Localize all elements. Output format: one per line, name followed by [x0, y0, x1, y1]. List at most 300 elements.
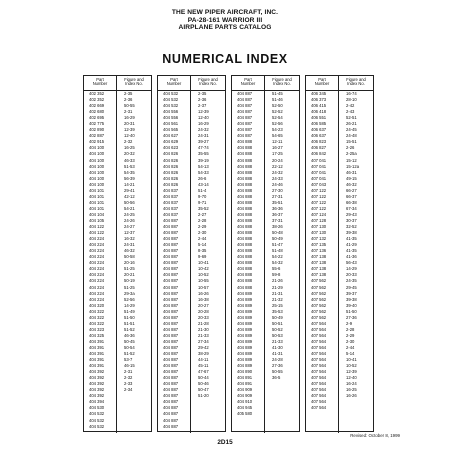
figure-index: 20-32 [124, 151, 135, 157]
part-number: 404 887 [237, 127, 253, 133]
figure-index-header: Figure and Index No. [346, 77, 366, 87]
figure-index: 56-39 [124, 175, 135, 181]
figure-index: 51-46 [272, 97, 283, 103]
figure-index: 46-31 [346, 169, 357, 175]
figure-index: 28-10 [346, 97, 357, 103]
figure-index: 2-43 [346, 109, 355, 115]
part-number: 405 580 [237, 411, 253, 417]
part-number: 407 043 [311, 181, 327, 187]
figure-index: 10-52 [346, 363, 357, 369]
figure-index: 12-39 [124, 127, 135, 133]
table-body [232, 91, 299, 433]
figure-index: 16-24 [346, 381, 357, 387]
part-number: 406 637 [311, 127, 327, 133]
part-number: 404 837 [163, 199, 179, 205]
figure-index: 24-48 [346, 133, 357, 139]
figure-index: 38-26 [272, 224, 283, 230]
index-tables [83, 75, 373, 435]
figure-index: 38-29 [198, 351, 209, 357]
part-number: 404 394 [89, 399, 105, 405]
part-number: 404 887 [163, 332, 179, 338]
figure-index: 66-37 [346, 193, 357, 199]
part-number: 407 562 [311, 278, 327, 284]
figure-index: 29-43 [346, 211, 357, 217]
part-number: 404 392 [89, 393, 105, 399]
figure-index-header: Figure and Index No. [272, 77, 292, 87]
figure-index: 59-8 [272, 272, 281, 278]
part-number: 404 887 [163, 411, 179, 417]
figure-index: 2-26 [346, 145, 355, 151]
figure-index: 37-31 [272, 217, 283, 223]
part-number: 407 136 [311, 248, 327, 254]
part-number: 404 224 [89, 266, 105, 272]
part-number: 404 888 [237, 248, 253, 254]
figure-index: 24-32 [198, 127, 209, 133]
figure-index: 41-30 [272, 344, 283, 350]
table-body [158, 91, 225, 433]
part-number: 404 837 [163, 187, 179, 193]
part-number: 404 887 [163, 399, 179, 405]
figure-index: 2-44 [198, 236, 207, 242]
figure-index: 41-29 [346, 242, 357, 248]
part-number: 404 837 [163, 193, 179, 199]
figure-index: 9-70 [198, 193, 207, 199]
figure-index: 36-36 [272, 205, 283, 211]
part-number: 406 637 [311, 133, 327, 139]
figure-index: 27-36 [272, 363, 283, 369]
part-number: 406 418 [311, 109, 327, 115]
figure-index: 21-30 [198, 326, 209, 332]
figure-index: 27-34 [198, 338, 209, 344]
part-number: 404 887 [163, 369, 179, 375]
figure-index: 20-31 [124, 121, 135, 127]
figure-index: 50-48 [272, 230, 283, 236]
figure-index: 54-13 [198, 163, 209, 169]
figure-index: 20-33 [198, 314, 209, 320]
figure-index: 12-40 [124, 133, 135, 139]
figure-index: 24-27 [124, 224, 135, 230]
figure-index: 10-41 [346, 357, 357, 363]
part-number: 404 889 [237, 314, 253, 320]
part-number: 404 888 [237, 211, 253, 217]
figure-index: 12-40 [198, 115, 209, 121]
figure-index: 27-31 [272, 193, 283, 199]
part-number: 404 888 [237, 217, 253, 223]
figure-index: 2-31 [124, 369, 133, 375]
part-number: 404 224 [89, 236, 105, 242]
figure-index: 12-11 [272, 139, 283, 145]
part-number: 407 130 [311, 230, 327, 236]
figure-index: 67-34 [346, 205, 357, 211]
figure-index: 2-29 [198, 224, 207, 230]
part-number: 404 887 [163, 224, 179, 230]
part-number: 404 224 [89, 254, 105, 260]
part-number: 404 101 [89, 205, 105, 211]
figure-index: 52-52 [272, 109, 283, 115]
figure-index: 10-52 [198, 272, 209, 278]
figure-index: 52-50 [272, 103, 283, 109]
part-number: 404 561 [163, 121, 179, 127]
figure-index-column [191, 91, 225, 433]
figure-index: 27-36 [346, 314, 357, 320]
figure-index: 9-71 [198, 199, 207, 205]
part-number: 404 887 [163, 393, 179, 399]
part-number: 404 888 [237, 236, 253, 242]
part-number: 407 564 [311, 369, 327, 375]
part-number: 404 104 [89, 211, 105, 217]
part-number-header: Part Number [84, 76, 117, 90]
part-number: 404 623 [163, 145, 179, 151]
figure-index: 2-44 [346, 344, 355, 350]
figure-index: 16-26 [346, 393, 357, 399]
part-number: 404 887 [163, 417, 179, 423]
part-number: 404 322 [89, 320, 105, 326]
figure-index: 50-54 [124, 344, 135, 350]
part-number: 404 887 [163, 314, 179, 320]
figure-index: 46-36 [124, 332, 135, 338]
part-number: 404 887 [237, 121, 253, 127]
figure-index: 54-65 [272, 133, 283, 139]
part-number: 406 345 [311, 91, 327, 96]
part-number: 404 837 [163, 211, 179, 217]
part-number: 407 564 [311, 399, 327, 405]
figure-index: 53-7 [124, 357, 133, 363]
figure-index: 12-40 [346, 375, 357, 381]
part-number: 404 224 [89, 296, 105, 302]
figure-index: 10-57 [198, 284, 209, 290]
figure-index-column [117, 91, 151, 433]
part-number: 407 562 [311, 314, 327, 320]
figure-index: 41-36 [346, 254, 357, 260]
part-number: 404 887 [163, 405, 179, 411]
part-number: 402 890 [89, 127, 105, 133]
part-number-column [158, 91, 191, 433]
figure-index: 50-45 [124, 338, 135, 344]
part-number: 407 122 [311, 193, 327, 199]
figure-index: 10-42 [198, 266, 209, 272]
part-number: 406 373 [311, 97, 327, 103]
figure-index: 24-32 [272, 169, 283, 175]
part-number: 404 391 [89, 357, 105, 363]
part-number: 404 826 [163, 163, 179, 169]
figure-index: 2-27 [198, 211, 207, 217]
figure-index: 39-40 [346, 302, 357, 308]
part-number: 404 887 [163, 278, 179, 284]
figure-index: 2-30 [346, 338, 355, 344]
figure-index: 66-27 [346, 187, 357, 193]
part-number: 404 100 [89, 151, 105, 157]
figure-index: 15-12 [346, 157, 357, 163]
figure-index: 2-35 [124, 91, 133, 96]
part-number: 404 101 [89, 193, 105, 199]
figure-index-header: Figure and Index No. [124, 77, 144, 87]
figure-index: 20-21 [124, 272, 135, 278]
part-number: 404 887 [237, 103, 253, 109]
figure-index: 35-51 [272, 199, 283, 205]
figure-index: 54-21 [124, 205, 135, 211]
figure-index: 29-45 [346, 284, 357, 290]
figure-index: 50-47 [198, 387, 209, 393]
part-number: 407 041 [311, 169, 327, 175]
part-number: 404 887 [163, 338, 179, 344]
part-number: 404 101 [89, 199, 105, 205]
part-number: 404 391 [89, 338, 105, 344]
part-number: 404 888 [237, 187, 253, 193]
figure-index: 50-55 [272, 369, 283, 375]
part-number: 404 889 [237, 326, 253, 332]
part-number: 407 138 [311, 266, 327, 272]
part-number: 404 887 [163, 387, 179, 393]
part-number-column [306, 91, 339, 433]
part-number: 404 887 [237, 97, 253, 103]
figure-index: 16-25 [124, 145, 135, 151]
figure-index: 20-28 [198, 308, 209, 314]
figure-index: 50-56 [124, 199, 135, 205]
part-number: 404 100 [89, 181, 105, 187]
figure-index: 50-19 [124, 278, 135, 284]
part-number: 404 826 [163, 181, 179, 187]
figure-index: 56-43 [346, 260, 357, 266]
part-number: 404 888 [237, 193, 253, 199]
part-number: 407 564 [311, 357, 327, 363]
part-number: 404 392 [89, 369, 105, 375]
part-number: 402 775 [89, 121, 105, 127]
part-number: 404 887 [163, 242, 179, 248]
figure-index: 49-15 [346, 175, 357, 181]
figure-index: 2-30 [198, 230, 207, 236]
part-number: 404 323 [89, 326, 105, 332]
table-body [84, 91, 151, 433]
part-number: 406 415 [311, 103, 327, 109]
part-number: 407 564 [311, 344, 327, 350]
figure-index: 52-54 [272, 115, 283, 121]
part-number: 404 888 [237, 272, 253, 278]
figure-index: 24-46 [272, 181, 283, 187]
figure-index: 41-31 [272, 351, 283, 357]
part-number: 404 887 [163, 236, 179, 242]
figure-index: 50-52 [272, 326, 283, 332]
figure-index: 46-32 [346, 181, 357, 187]
part-number: 407 562 [311, 302, 327, 308]
figure-index: 43-14 [198, 181, 209, 187]
part-number: 404 887 [163, 302, 179, 308]
index-table [157, 75, 226, 432]
part-number: 404 888 [237, 181, 253, 187]
part-number: 404 888 [237, 230, 253, 236]
figure-index: 47-67 [198, 369, 209, 375]
part-number: 404 887 [163, 290, 179, 296]
figure-index: 22-12 [272, 163, 283, 169]
part-number: 404 887 [163, 326, 179, 332]
figure-index: 2-36 [124, 97, 133, 103]
figure-index: 2-34 [124, 387, 133, 393]
figure-index: 24-28 [272, 357, 283, 363]
part-number: 404 887 [163, 308, 179, 314]
figure-index: 50-58 [124, 254, 135, 260]
part-number: 404 391 [89, 363, 105, 369]
part-number: 404 887 [237, 91, 253, 96]
part-number: 404 889 [237, 363, 253, 369]
part-number: 404 224 [89, 242, 105, 248]
figure-index: 16-29 [124, 115, 135, 121]
part-number: 402 695 [89, 115, 105, 121]
figure-index-column [265, 91, 299, 433]
aircraft-model: PA-28-161 WARRIOR III [187, 16, 263, 24]
part-number: 404 887 [163, 230, 179, 236]
figure-index: 21-31 [272, 290, 283, 296]
part-number: 402 669 [89, 103, 105, 109]
figure-index: 52-51 [346, 115, 357, 121]
part-number: 402 352 [89, 97, 105, 103]
part-number: 404 122 [89, 224, 105, 230]
part-number: 404 532 [89, 423, 105, 429]
figure-index: 41-35 [346, 236, 357, 242]
part-number: 407 122 [311, 205, 327, 211]
figure-index: 15-12a [346, 163, 360, 169]
figure-index: 51-49 [124, 308, 135, 314]
figure-index: 16-29 [198, 121, 209, 127]
figure-index: 5-14 [346, 351, 355, 357]
part-number: 407 562 [311, 284, 327, 290]
part-number: 407 128 [311, 217, 327, 223]
part-number: 404 224 [89, 248, 105, 254]
figure-index: 16-25 [346, 387, 357, 393]
figure-index: 52-56 [124, 296, 135, 302]
part-number: 404 392 [89, 381, 105, 387]
part-number: 407 564 [311, 338, 327, 344]
revised-date: Revised: October 8, 1999 [350, 433, 400, 438]
figure-index: 39-37 [346, 290, 357, 296]
part-number: 404 887 [163, 284, 179, 290]
figure-index: 50-55 [124, 103, 135, 109]
figure-index: 46-15 [124, 363, 135, 369]
figure-index: 51-4 [198, 187, 207, 193]
part-number: 407 564 [311, 405, 327, 411]
part-number: 404 890 [237, 369, 253, 375]
figure-index: 51-20 [198, 393, 209, 399]
figure-index: 26-6 [198, 175, 207, 181]
part-number: 404 100 [89, 163, 105, 169]
figure-index: 39-38 [346, 296, 357, 302]
part-number: 404 888 [237, 175, 253, 181]
part-number: 402 887 [89, 133, 105, 139]
figure-index: 54-33 [198, 169, 209, 175]
part-number: 404 909 [237, 387, 253, 393]
figure-index: 20-33 [346, 272, 357, 278]
part-number: 404 101 [89, 187, 105, 193]
part-number: 404 532 [89, 417, 105, 423]
part-number: 404 887 [163, 217, 179, 223]
figure-index: 51-51 [124, 320, 135, 326]
figure-index: 12-37 [124, 230, 135, 236]
part-number: 407 138 [311, 254, 327, 260]
part-number: 406 551 [311, 115, 327, 121]
part-number: 404 887 [163, 357, 179, 363]
part-number: 407 562 [311, 290, 327, 296]
part-number: 407 135 [311, 242, 327, 248]
figure-index: 39-38 [346, 230, 357, 236]
part-number-header: Part Number [306, 76, 339, 90]
figure-index: 24-31 [198, 133, 209, 139]
part-number: 404 888 [237, 205, 253, 211]
figure-index: 51-50 [124, 314, 135, 320]
figure-index: 36-37 [272, 211, 283, 217]
part-number: 407 122 [311, 187, 327, 193]
part-number: 407 041 [311, 163, 327, 169]
catalog-title: AIRPLANE PARTS CATALOG [178, 24, 272, 32]
figure-index: 50-44 [198, 375, 209, 381]
part-number: 404 100 [89, 175, 105, 181]
figure-index: 21-29 [272, 284, 283, 290]
part-number: 407 564 [311, 320, 327, 326]
figure-index: 52-56 [272, 121, 283, 127]
part-number: 404 826 [163, 157, 179, 163]
part-number: 404 224 [89, 272, 105, 278]
figure-index: 44-11 [198, 357, 209, 363]
figure-index: 20-24 [272, 157, 283, 163]
part-number: 404 888 [237, 163, 253, 169]
part-number: 407 132 [311, 236, 327, 242]
figure-index: 42-12 [124, 193, 135, 199]
part-number: 404 105 [89, 217, 105, 223]
figure-index: 35-55 [198, 151, 209, 157]
part-number: 404 888 [237, 139, 253, 145]
figure-index: 51-48 [272, 248, 283, 254]
part-number: 404 391 [89, 344, 105, 350]
figure-index: 15-51 [346, 139, 357, 145]
part-number: 404 530 [89, 405, 105, 411]
part-number: 404 887 [163, 272, 179, 278]
figure-index: 21-32 [272, 296, 283, 302]
figure-index: 8-35 [198, 248, 207, 254]
part-number: 404 100 [89, 145, 105, 151]
part-number: 406 842 [311, 151, 327, 157]
figure-index: 2-31 [124, 109, 133, 115]
figure-index: 17-25 [272, 151, 283, 157]
part-number: 404 888 [237, 169, 253, 175]
figure-index: 9-69 [198, 254, 207, 260]
part-number: 404 887 [237, 115, 253, 121]
figure-index: 2-33 [124, 381, 133, 387]
figure-index: 36-5 [272, 375, 281, 381]
part-number: 404 887 [163, 381, 179, 387]
part-number: 407 564 [311, 351, 327, 357]
part-number: 404 826 [163, 169, 179, 175]
figure-index: 29-41 [124, 187, 135, 193]
part-number: 404 556 [163, 115, 179, 121]
figure-index: 16-74 [346, 91, 357, 96]
part-number: 404 391 [89, 351, 105, 357]
figure-index: 24-25 [124, 211, 135, 217]
index-table [305, 75, 374, 432]
part-number: 402 680 [89, 109, 105, 115]
figure-index: 54-23 [272, 127, 283, 133]
part-number: 407 041 [311, 157, 327, 163]
figure-index-column [339, 91, 373, 433]
figure-index: 20-16 [124, 260, 135, 266]
figure-index: 47-74 [198, 145, 209, 151]
figure-index: 54-22 [272, 254, 283, 260]
figure-index: 14-29 [124, 302, 135, 308]
figure-index: 51-25 [124, 284, 135, 290]
figure-index: 2-29 [346, 332, 355, 338]
part-number: 407 138 [311, 272, 327, 278]
index-table [231, 75, 300, 432]
part-number: 404 887 [163, 344, 179, 350]
part-number: 404 100 [89, 157, 105, 163]
part-number: 404 224 [89, 284, 105, 290]
part-number: 404 887 [163, 260, 179, 266]
